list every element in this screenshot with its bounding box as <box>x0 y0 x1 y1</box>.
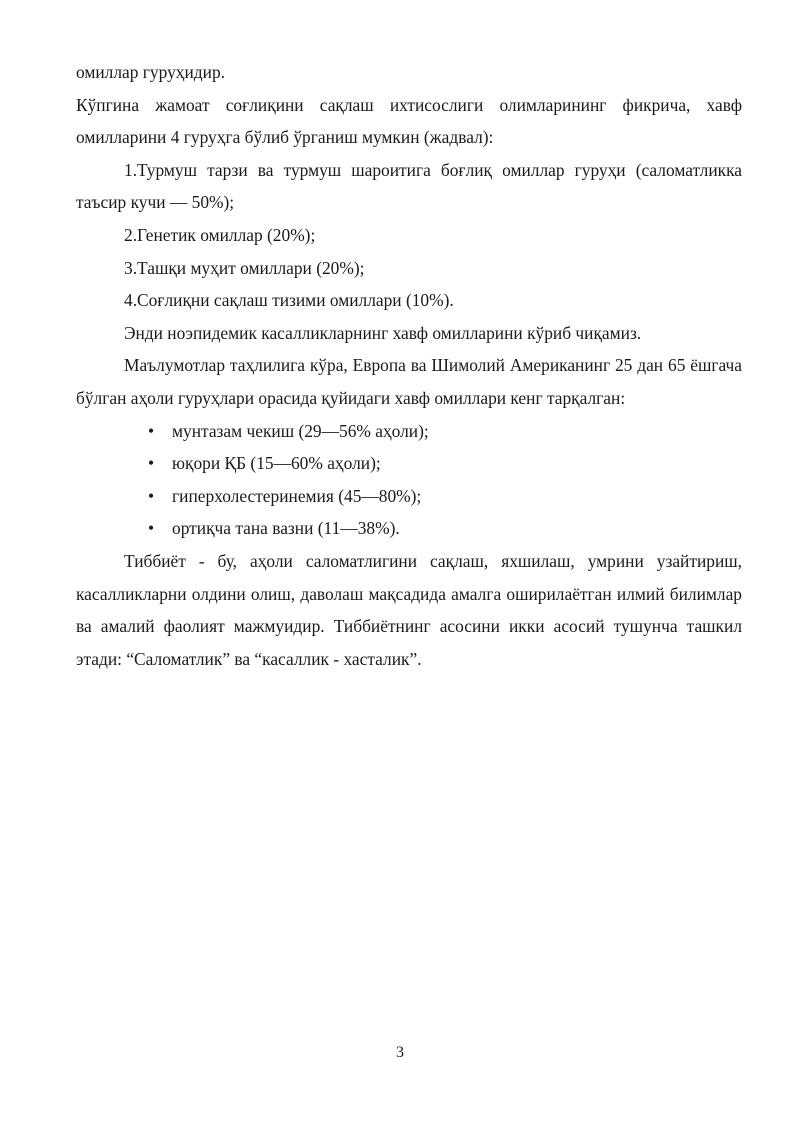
list-item-text: ортиқча тана вазни (11—38%). <box>172 518 400 539</box>
list-item-text: юқори ҚБ (15—60% аҳоли); <box>172 453 381 474</box>
paragraph-continuation: омиллар гуруҳидир. <box>76 62 225 82</box>
paragraph-noepidemic-intro: Энди ноэпидемик касалликларнинг хавф омилларини кўриб чиқамиз. <box>124 322 642 343</box>
list-item <box>76 447 742 480</box>
list-item-text: мунтазам чекиш (29—56% аҳоли); <box>172 420 429 441</box>
paragraph-group-1: 1.Турмуш тарзи ва турмуш шароитига боғлиқ омиллар гуруҳи (саломатликка таъсир кучи — 50%); <box>76 159 742 213</box>
list-item <box>76 415 742 448</box>
list-item-text: гиперхолестеринемия (45—80%); <box>172 485 422 506</box>
page-number: 3 <box>396 1044 404 1061</box>
bullet-icon: • <box>148 420 155 441</box>
paragraph-group-3: 3.Ташқи муҳит омиллари (20%); <box>124 257 365 278</box>
document-body <box>76 56 742 675</box>
bullet-icon: • <box>148 453 155 474</box>
paragraph-data-analysis: Маълумотлар таҳлилига кўра, Европа ва Шимолий Американинг 25 дан 65 ёшгача бўлган аҳоли гуруҳлари орасида қуйидаги хавф омиллари кенг тарқалган: <box>76 355 742 408</box>
list-item <box>76 480 742 513</box>
list-item <box>76 512 742 545</box>
risk-factor-list <box>76 415 742 545</box>
paragraph-group-2: 2.Генетик омиллар (20%); <box>124 224 316 245</box>
paragraph-group-4: 4.Соғлиқни сақлаш тизими омиллари (10%). <box>124 290 454 311</box>
bullet-icon: • <box>148 485 155 506</box>
paragraph-medicine-definition: Тиббиёт - бу, аҳоли саломатлигини сақлаш, яхшилаш, умрини узайтириш, касалликларни олдини олиш, даволаш мақсадида амалга оширилаётган илмий билимлар ва амалий фаолият мажмуидир. Тиббиётнинг асосини икки асосий тушунча ташкил этади: “Саломатлик” ва “касаллик - хасталик”. <box>76 550 742 669</box>
bullet-icon: • <box>148 518 155 539</box>
paragraph-risk-groups-intro: Кўпгина жамоат соғлиқини сақлаш ихтисослиги олимларининг фикрича, хавф омилларини 4 гуруҳга бўлиб ўрганиш мумкин (жадвал): <box>76 94 742 148</box>
